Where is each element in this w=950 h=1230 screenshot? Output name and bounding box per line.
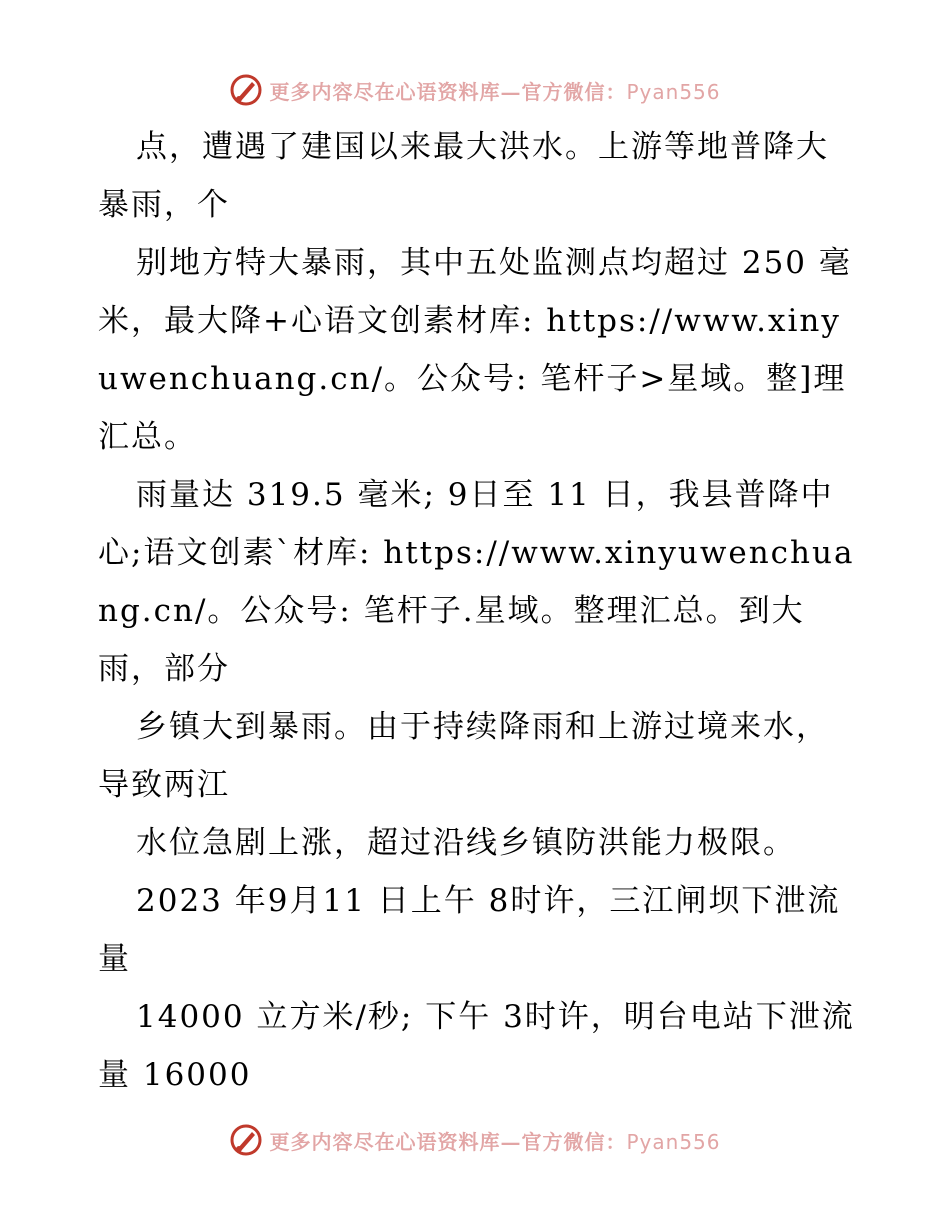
footer-watermark-text [269, 1126, 720, 1155]
header-wechat-id: Pyan556 [626, 79, 721, 104]
page-footer-watermark [0, 1120, 950, 1160]
paragraph-5: 水位急剧上涨，超过沿线乡镇防洪能力极限。 [136, 825, 796, 861]
header-watermark-text [269, 76, 720, 105]
brush-logo-icon [229, 73, 263, 107]
header-watermark-label: 更多内容尽在心语资料库—官方微信： [269, 79, 627, 104]
paragraph-6: 2023 年9月11 日上午 8时许，三江闸坝下泄流量 [98, 883, 841, 977]
paragraph-2: 别地方特大暴雨，其中五处监测点均超过 250 毫米，最大降+心语文创素材库: https://www.xinyuwenchuang.cn/。公众号: 笔杆子>星域。整]理汇总。 [98, 245, 852, 455]
paragraph-1: 点，遭遇了建国以来最大洪水。上游等地普降大暴雨，个 [98, 129, 829, 223]
page-header-watermark [0, 70, 950, 110]
brush-logo-icon [229, 1123, 263, 1157]
paragraph-3: 雨量达 319.5 毫米; 9日至 11 日，我县普降中心;语文创素`材库: https://www.xinyuwenchuang.cn/。公众号: 笔杆子.星域。整理汇总。到大雨，部分 [98, 477, 855, 687]
document-body [98, 118, 858, 1104]
footer-wechat-id: Pyan556 [626, 1129, 721, 1154]
paragraph-4: 乡镇大到暴雨。由于持续降雨和上游过境来水，导致两江 [98, 709, 829, 803]
paragraph-7: 14000 立方米/秒; 下午 3时许，明台电站下泄流量 16000 [98, 999, 855, 1093]
footer-watermark-label: 更多内容尽在心语资料库—官方微信： [269, 1129, 627, 1154]
